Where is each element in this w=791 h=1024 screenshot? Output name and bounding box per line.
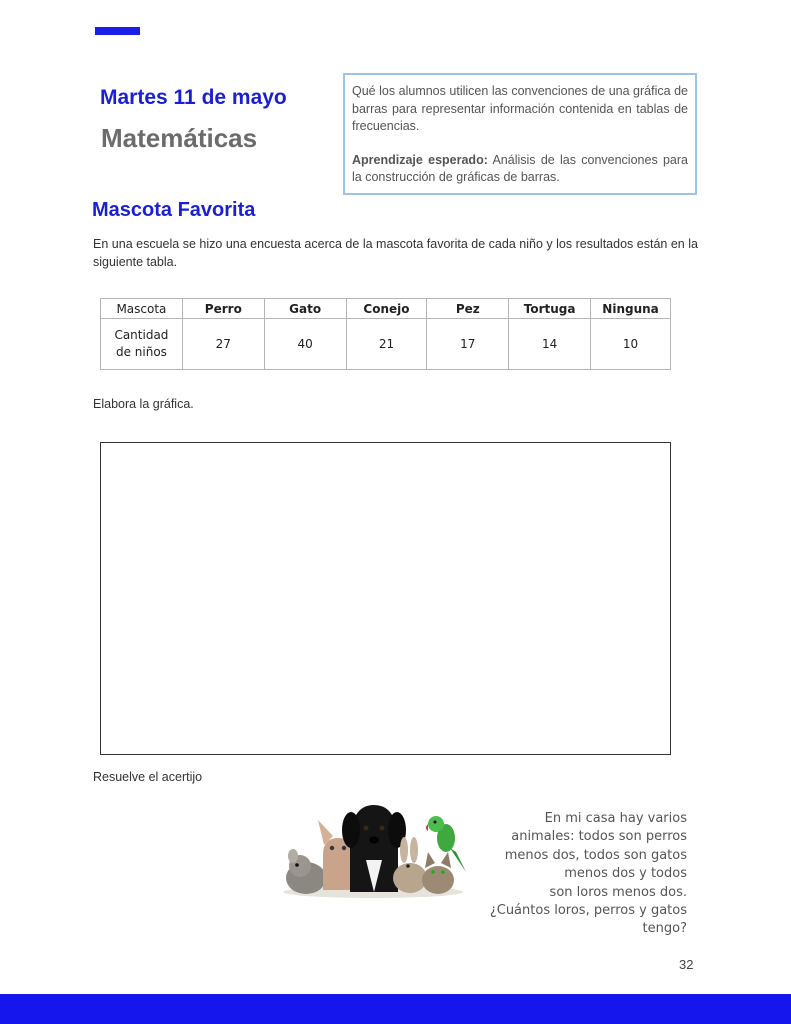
graph-drawing-area[interactable] (100, 442, 671, 755)
table-cell: 10 (591, 319, 671, 370)
objective-purpose: Qué los alumnos utilicen las convenciones de una gráfica de barras para representar información contenida en tablas de frecuencias. (352, 84, 688, 133)
table-row (101, 319, 671, 370)
riddle-line: En mi casa hay varios (544, 811, 687, 826)
table-header-cell: Tortuga (509, 299, 591, 319)
riddle-text (470, 810, 687, 939)
riddle-line: tengo? (642, 921, 687, 937)
table-header-cell: Gato (264, 299, 346, 319)
table-cell: 27 (182, 319, 264, 370)
table-header-cell: Perro (182, 299, 264, 319)
riddle-line: son loros menos dos. (549, 884, 687, 900)
row-label-line: de niños (115, 345, 167, 359)
survey-intro-text: En una escuela se hizo una encuesta acerca de la mascota favorita de cada niño y los resultados están en la siguiente tabla. (93, 237, 698, 269)
pets-group-image (278, 800, 468, 900)
section-title: Mascota Favorita (92, 199, 256, 221)
table-cell: 21 (346, 319, 427, 370)
expected-learning-label: Aprendizaje esperado: (352, 152, 488, 167)
riddle-line: ¿Cuántos loros, perros y gatos (489, 903, 687, 919)
expected-learning-text: Análisis de las convenciones para la construcción de gráficas de barras. (352, 152, 688, 184)
top-accent-bar (95, 27, 140, 35)
frequency-table (100, 298, 671, 370)
table-cell: 14 (509, 319, 591, 370)
subject-title: Matemáticas (101, 123, 258, 153)
row-label-line: Cantidad (114, 328, 169, 342)
table-header-cell: Mascota (101, 299, 183, 319)
learning-objective-box (343, 73, 697, 195)
table-cell: 17 (427, 319, 509, 370)
expected-learning (352, 152, 688, 187)
riddle-line: menos dos y todos (564, 866, 687, 882)
graph-instruction: Elabora la gráfica. (93, 397, 194, 411)
table-row-label (101, 319, 183, 370)
table-header-cell: Pez (427, 299, 509, 319)
table-header-cell: Conejo (346, 299, 427, 319)
footer-bar (0, 994, 791, 1024)
lesson-date: Martes 11 de mayo (100, 86, 287, 109)
page-number: 32 (679, 957, 694, 972)
table-header-cell: Ninguna (591, 299, 671, 319)
table-cell: 40 (264, 319, 346, 370)
riddle-line: animales: todos son perros (511, 829, 687, 845)
riddle-instruction: Resuelve el acertijo (93, 770, 203, 784)
table-header-row (101, 299, 671, 319)
riddle-line: menos dos, todos son gatos (504, 847, 687, 863)
